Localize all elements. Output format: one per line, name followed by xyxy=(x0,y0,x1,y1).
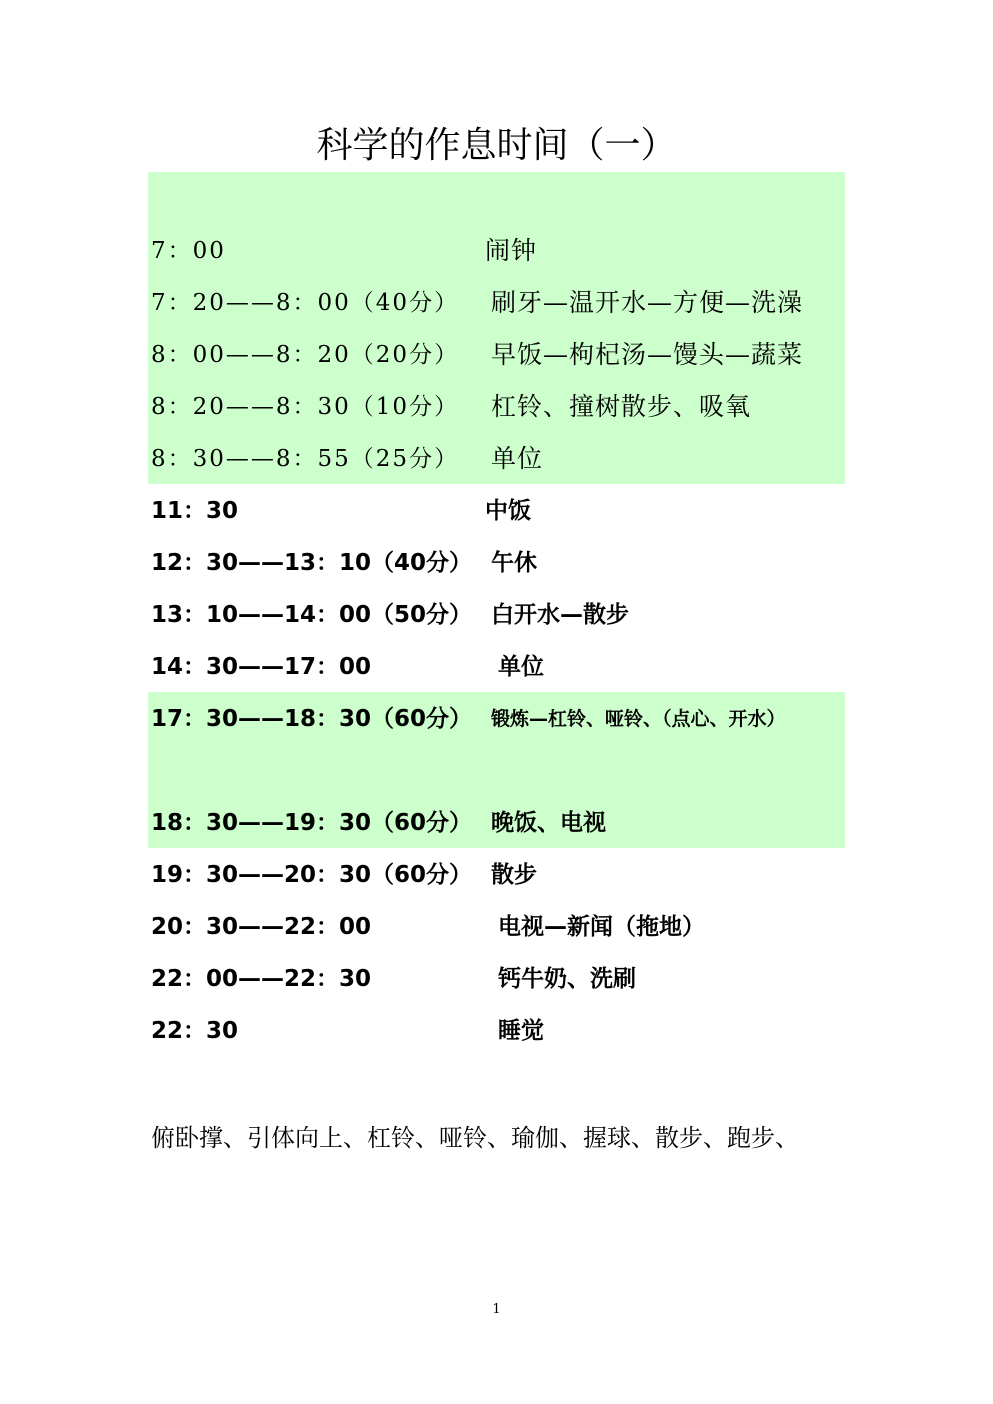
schedule-activity: 中饭 xyxy=(485,498,531,524)
schedule-time: 14：30——17：00 xyxy=(151,654,372,680)
schedule-time: 11：30 xyxy=(151,498,239,524)
schedule-time: 22：00——22：30 xyxy=(151,966,372,992)
schedule-activity: 早饭—枸杞汤—馒头—蔬菜 xyxy=(491,340,804,369)
schedule-activity: 睡觉 xyxy=(498,1018,544,1044)
schedule-activity: 锻炼—杠铃、哑铃、（点心、开水） xyxy=(491,708,786,730)
schedule-row xyxy=(151,335,845,375)
schedule-time: 17：30——18：30（60分） xyxy=(151,706,473,732)
schedule-time: 18：30——19：30（60分） xyxy=(151,810,473,836)
schedule-activity: 晚饭、电视 xyxy=(491,810,606,836)
schedule-time: 20：30——22：00 xyxy=(151,914,372,940)
schedule-activity: 散步 xyxy=(491,862,537,888)
schedule-time: 12：30——13：10（40分） xyxy=(151,550,473,576)
schedule-row xyxy=(151,439,845,479)
schedule-row xyxy=(151,699,845,739)
schedule-time: 8：30——8：55（25分） xyxy=(151,446,460,472)
schedule-activity: 刷牙—温开水—方便—洗澡 xyxy=(491,288,804,317)
schedule-activity: 钙牛奶、洗刷 xyxy=(498,966,636,992)
schedule-activity: 电视—新闻（拖地） xyxy=(498,914,705,940)
schedule-row xyxy=(151,543,845,583)
exercise-notes: 俯卧撑、引体向上、杠铃、哑铃、瑜伽、握球、散步、跑步、 xyxy=(151,1124,799,1152)
schedule-row xyxy=(151,959,845,999)
schedule-time: 8：00——8：20（20分） xyxy=(151,342,460,368)
page-title: 科学的作息时间（一） xyxy=(316,125,677,166)
schedule-row xyxy=(151,491,845,531)
schedule-row xyxy=(151,283,845,323)
schedule-row xyxy=(151,855,845,895)
schedule-time: 22：30 xyxy=(151,1018,239,1044)
schedule-activity: 单位 xyxy=(498,654,544,680)
schedule-activity: 午休 xyxy=(491,550,537,576)
page-number: 1 xyxy=(492,1302,501,1317)
schedule-time: 8：20——8：30（10分） xyxy=(151,394,460,420)
morning-highlight xyxy=(148,172,845,484)
schedule-time: 7：00 xyxy=(151,238,226,264)
schedule-row xyxy=(151,1011,845,1051)
schedule-activity: 白开水—散步 xyxy=(491,602,629,628)
schedule-time: 19：30——20：30（60分） xyxy=(151,862,473,888)
schedule-activity: 单位 xyxy=(491,444,544,473)
schedule-row xyxy=(151,387,845,427)
schedule-row xyxy=(151,595,845,635)
schedule-row xyxy=(151,231,845,271)
schedule-time: 13：10——14：00（50分） xyxy=(151,602,473,628)
schedule-time: 7：20——8：00（40分） xyxy=(151,290,460,316)
schedule-row xyxy=(151,803,845,843)
schedule-activity: 杠铃、撞树散步、吸氧 xyxy=(491,392,752,421)
schedule-row xyxy=(151,647,845,687)
schedule-row xyxy=(151,907,845,947)
schedule-activity: 闹钟 xyxy=(485,236,538,265)
